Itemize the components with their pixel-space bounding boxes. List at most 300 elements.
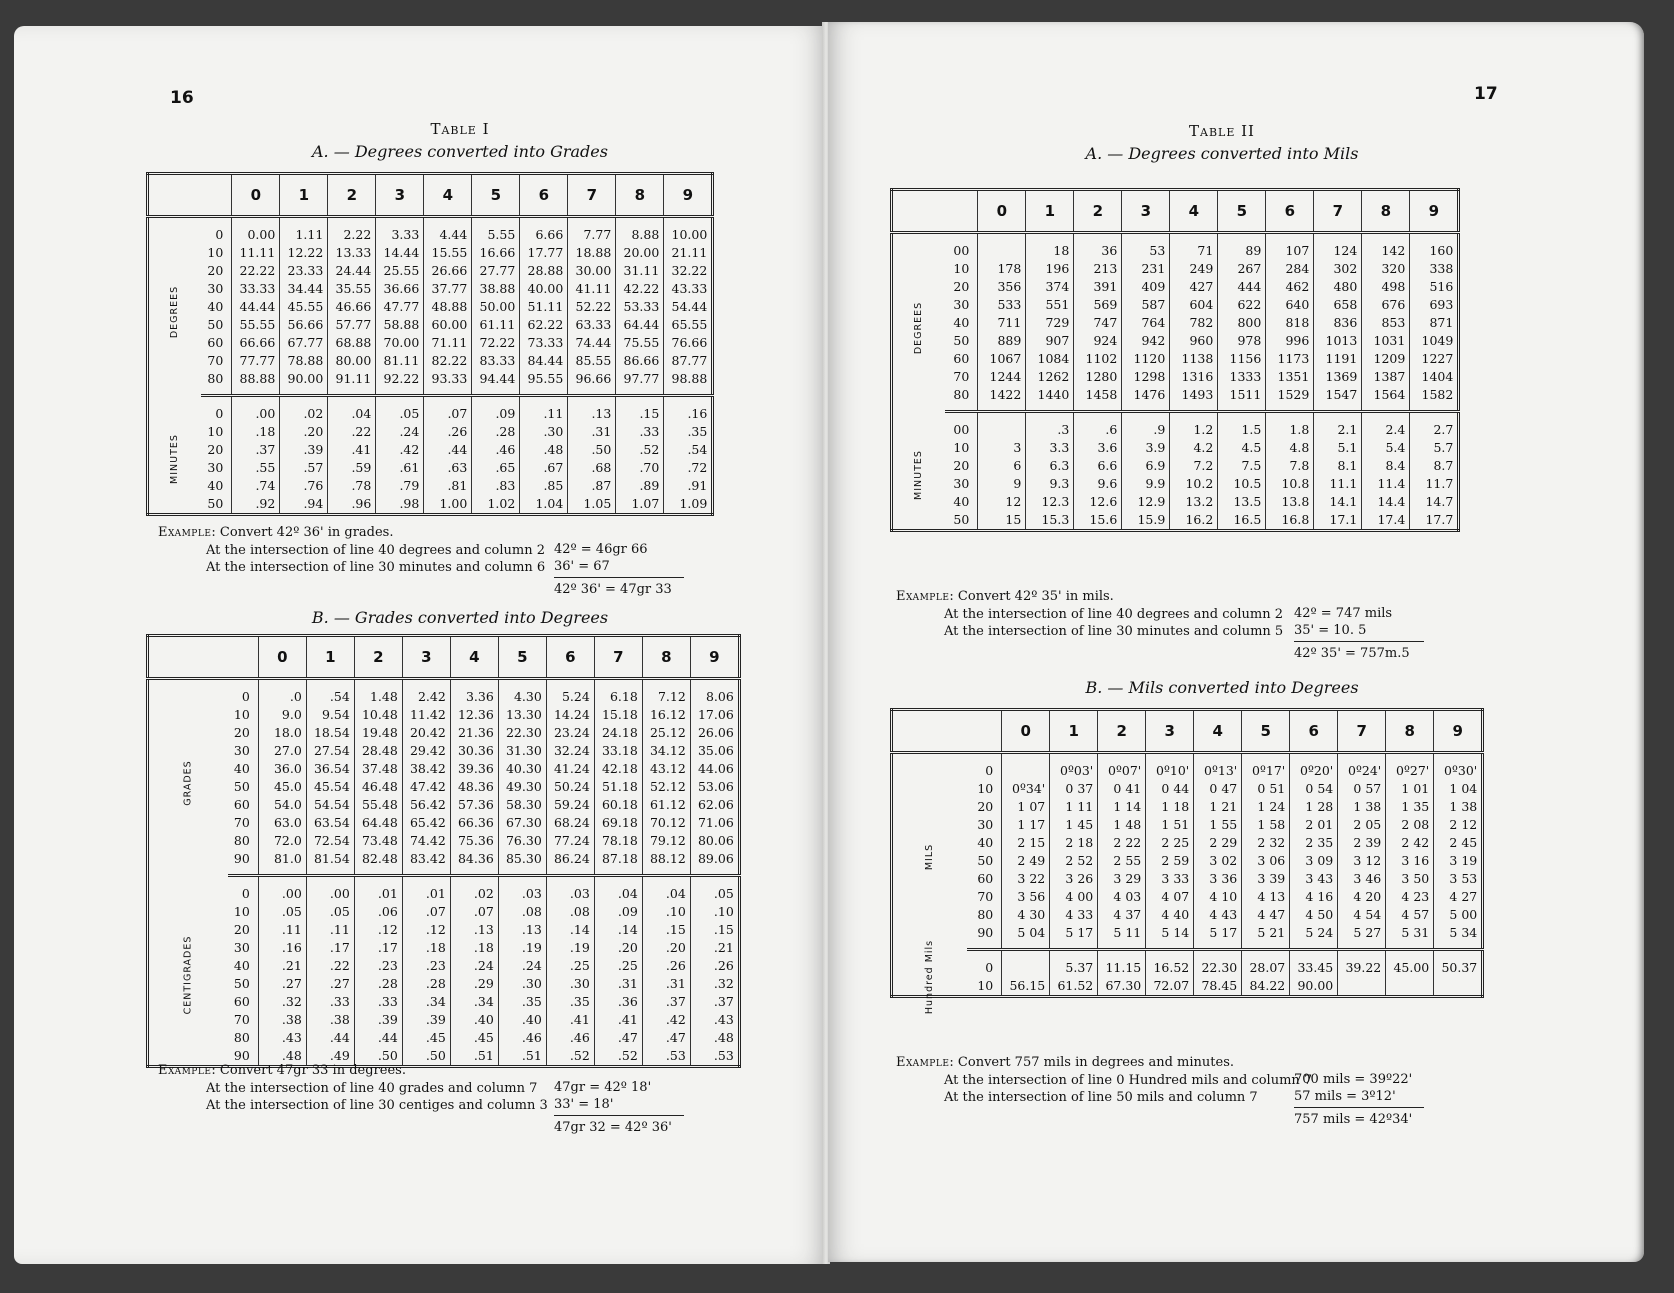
- table-row: [148, 477, 713, 495]
- table-cell: 2.22: [328, 217, 376, 245]
- table-cell: .24: [498, 957, 546, 975]
- column-header: 4: [424, 174, 472, 217]
- table-cell: 1191: [1314, 350, 1362, 368]
- table-cell: 1 45: [1050, 816, 1098, 834]
- table-cell: 50.24: [546, 778, 594, 796]
- table-cell: 11.11: [232, 244, 280, 262]
- table-cell: 16.12: [642, 706, 690, 724]
- example-result: 47gr = 42º 18': [554, 1080, 652, 1095]
- table-cell: 54.54: [306, 796, 354, 814]
- table-row: [892, 412, 1459, 440]
- table-cell: 4.30: [498, 679, 546, 707]
- table-cell: 533: [978, 296, 1026, 314]
- table-cell: 45.0: [258, 778, 306, 796]
- table-cell: 1156: [1218, 350, 1266, 368]
- table-cell: 17.1: [1314, 511, 1362, 531]
- column-header: 1: [1026, 190, 1074, 233]
- table-cell: 231: [1122, 260, 1170, 278]
- table-cell: 47.77: [376, 298, 424, 316]
- table-cell: 5 34: [1434, 924, 1483, 950]
- row-header: 40: [201, 477, 232, 495]
- table-cell: 7.12: [642, 679, 690, 707]
- table-cell: .33: [306, 993, 354, 1011]
- table-cell: 1 21: [1194, 798, 1242, 816]
- table-cell: .16: [664, 396, 713, 424]
- table-cell: 34.12: [642, 742, 690, 760]
- table-cell: 20.42: [402, 724, 450, 742]
- table-cell: 1 11: [1050, 798, 1098, 816]
- table-cell: [978, 233, 1026, 261]
- table-cell: 1 58: [1242, 816, 1290, 834]
- table-cell: .16: [258, 939, 306, 957]
- table-cell: 59.24: [546, 796, 594, 814]
- table-cell: 17.4: [1362, 511, 1410, 531]
- table-cell: [1338, 977, 1386, 997]
- table-cell: 1.00: [424, 495, 472, 515]
- table-cell: 81.54: [306, 850, 354, 876]
- table-cell: 1 55: [1194, 816, 1242, 834]
- table-cell: .54: [664, 441, 713, 459]
- table-cell: 9.0: [258, 706, 306, 724]
- table-row: [148, 217, 713, 245]
- table-cell: .74: [232, 477, 280, 495]
- table-cell: 72.54: [306, 832, 354, 850]
- table-row: [892, 457, 1459, 475]
- example-keyword: Example: [158, 525, 212, 540]
- table-cell: 28.07: [1242, 950, 1290, 978]
- table-cell: 4 43: [1194, 906, 1242, 924]
- example-line: At the intersection of line 40 degrees and column 2: [206, 543, 545, 558]
- table-cell: .18: [232, 423, 280, 441]
- row-header: 20: [945, 278, 978, 296]
- corner-cell: [892, 710, 1002, 753]
- table-cell: .00: [306, 876, 354, 904]
- table-cell: 69.18: [594, 814, 642, 832]
- table-row: [892, 852, 1483, 870]
- table-cell: 11.15: [1098, 950, 1146, 978]
- example-text: : Convert 42º 35' in mils.: [949, 589, 1114, 604]
- table-cell: 9.9: [1122, 475, 1170, 493]
- table-row: [892, 977, 1483, 997]
- example-keyword: Example: [896, 589, 950, 604]
- table-cell: 1 51: [1146, 816, 1194, 834]
- table-cell: 42.22: [616, 280, 664, 298]
- table-cell: 4 50: [1290, 906, 1338, 924]
- table-cell: 7.2: [1170, 457, 1218, 475]
- table-cell: 82.22: [424, 352, 472, 370]
- table-cell: .18: [402, 939, 450, 957]
- table-cell: 9.54: [306, 706, 354, 724]
- table-row: [892, 834, 1483, 852]
- table-cell: 71: [1170, 233, 1218, 261]
- table-cell: .07: [402, 903, 450, 921]
- example-result: 35' = 10. 5: [1294, 623, 1367, 638]
- table-cell: 57.36: [450, 796, 498, 814]
- row-header: 40: [228, 957, 259, 975]
- row-header: 0: [201, 396, 232, 424]
- table-cell: 85.30: [498, 850, 546, 876]
- table-cell: 50.00: [472, 298, 520, 316]
- row-header: 40: [201, 298, 232, 316]
- row-header: 60: [201, 334, 232, 352]
- table-cell: 45.55: [280, 298, 328, 316]
- table-cell: 52.12: [642, 778, 690, 796]
- table-cell: 81.0: [258, 850, 306, 876]
- table-cell: 3 19: [1434, 852, 1483, 870]
- table-cell: 93.33: [424, 370, 472, 396]
- column-header: 9: [690, 636, 739, 679]
- table-cell: 39.36: [450, 760, 498, 778]
- table-cell: 942: [1122, 332, 1170, 350]
- column-header: 3: [402, 636, 450, 679]
- table-cell: .05: [376, 396, 424, 424]
- table-cell: 36.54: [306, 760, 354, 778]
- table-cell: 18.88: [568, 244, 616, 262]
- table-cell: 23.24: [546, 724, 594, 742]
- table-cell: 764: [1122, 314, 1170, 332]
- table-cell: .54: [306, 679, 354, 707]
- table-cell: 54.44: [664, 298, 713, 316]
- section-label: [148, 876, 228, 1067]
- table-cell: 10.00: [664, 217, 713, 245]
- page-number: 17: [1474, 84, 1498, 104]
- table-cell: .05: [690, 876, 739, 904]
- table-cell: .02: [450, 876, 498, 904]
- table-cell: .07: [424, 396, 472, 424]
- table-cell: 40.30: [498, 760, 546, 778]
- table-cell: 4 13: [1242, 888, 1290, 906]
- table-cell: 356: [978, 278, 1026, 296]
- table-cell: .48: [520, 441, 568, 459]
- table-cell: 391: [1074, 278, 1122, 296]
- table-cell: 3 46: [1338, 870, 1386, 888]
- table-cell: 60.18: [594, 796, 642, 814]
- table-cell: 10.8: [1266, 475, 1314, 493]
- table-cell: .98: [376, 495, 424, 515]
- table-cell: .04: [328, 396, 376, 424]
- conversion-table: [146, 634, 741, 1068]
- example-total: 757 mils = 42º34': [1294, 1112, 1413, 1127]
- table-cell: .47: [594, 1029, 642, 1047]
- table-cell: 49.30: [498, 778, 546, 796]
- table-cell: 1.2: [1170, 412, 1218, 440]
- section-label-text: MINUTES: [169, 434, 181, 485]
- table-cell: 36.66: [376, 280, 424, 298]
- table-cell: 80.06: [690, 832, 739, 850]
- table-cell: .41: [594, 1011, 642, 1029]
- table-cell: 2 15: [1002, 834, 1050, 852]
- table-cell: 12.36: [450, 706, 498, 724]
- row-header: 20: [228, 921, 259, 939]
- table-cell: .35: [664, 423, 713, 441]
- table-cell: 18.54: [306, 724, 354, 742]
- table-cell: .51: [498, 1047, 546, 1067]
- table-cell: .09: [472, 396, 520, 424]
- table-cell: 76.66: [664, 334, 713, 352]
- table-cell: 2 12: [1434, 816, 1483, 834]
- table-cell: 0.00: [232, 217, 280, 245]
- table-cell: 213: [1074, 260, 1122, 278]
- table-row: [892, 386, 1459, 412]
- table-cell: 25.12: [642, 724, 690, 742]
- table-cell: 37.48: [354, 760, 402, 778]
- row-header: 90: [228, 850, 259, 876]
- table-cell: 30.00: [568, 262, 616, 280]
- table-cell: 16.52: [1146, 950, 1194, 978]
- table-cell: 782: [1170, 314, 1218, 332]
- column-header: 8: [642, 636, 690, 679]
- table-cell: 16.2: [1170, 511, 1218, 531]
- example-result: 36' = 67: [554, 559, 610, 574]
- row-header: 30: [967, 816, 1002, 834]
- table-cell: .55: [232, 459, 280, 477]
- table-cell: 43.33: [664, 280, 713, 298]
- table-cell: 2.7: [1410, 412, 1459, 440]
- table-cell: 58.30: [498, 796, 546, 814]
- table-cell: 6.6: [1074, 457, 1122, 475]
- example-result: 33' = 18': [554, 1097, 614, 1112]
- table-cell: 15.3: [1026, 511, 1074, 531]
- table-cell: 0 37: [1050, 780, 1098, 798]
- table-cell: 1529: [1266, 386, 1314, 412]
- table-cell: .20: [280, 423, 328, 441]
- table-cell: 46.66: [328, 298, 376, 316]
- table-cell: .32: [690, 975, 739, 993]
- table-cell: 68.24: [546, 814, 594, 832]
- table-cell: 16.8: [1266, 511, 1314, 531]
- table-cell: 5 17: [1194, 924, 1242, 950]
- table-cell: 87.77: [664, 352, 713, 370]
- table-cell: 9: [978, 475, 1026, 493]
- column-header: 3: [376, 174, 424, 217]
- example-line: At the intersection of line 30 centiges and column 3: [206, 1098, 548, 1113]
- section-label-text: MINUTES: [913, 450, 925, 501]
- table-cell: 51.11: [520, 298, 568, 316]
- section-label-text: MILS: [924, 843, 936, 870]
- column-header: 1: [1050, 710, 1098, 753]
- example-result: 57 mils = 3º12': [1294, 1089, 1396, 1104]
- table-cell: 5 27: [1338, 924, 1386, 950]
- table-cell: 302: [1314, 260, 1362, 278]
- table-cell: 0º17': [1242, 753, 1290, 781]
- table-row: [148, 352, 713, 370]
- table-cell: 84.22: [1242, 977, 1290, 997]
- table-cell: 56.42: [402, 796, 450, 814]
- table-cell: .91: [664, 477, 713, 495]
- table-cell: .38: [306, 1011, 354, 1029]
- table-cell: 3 33: [1146, 870, 1194, 888]
- table-cell: 72.0: [258, 832, 306, 850]
- right-page: [828, 22, 1644, 1262]
- table-cell: 18: [1026, 233, 1074, 261]
- table-cell: 1 24: [1242, 798, 1290, 816]
- table-row: [148, 459, 713, 477]
- column-header: 5: [498, 636, 546, 679]
- table-cell: 0º13': [1194, 753, 1242, 781]
- row-header: 20: [967, 798, 1002, 816]
- table-cell: 160: [1410, 233, 1459, 261]
- table-cell: .85: [520, 477, 568, 495]
- table-cell: .30: [520, 423, 568, 441]
- table-cell: 84.36: [450, 850, 498, 876]
- table-cell: 3.9: [1122, 439, 1170, 457]
- corner-cell: [148, 174, 232, 217]
- table-cell: 1387: [1362, 368, 1410, 386]
- table-cell: 90.00: [280, 370, 328, 396]
- table-cell: 1 18: [1146, 798, 1194, 816]
- table-row: [148, 742, 740, 760]
- table-cell: 38.42: [402, 760, 450, 778]
- table-cell: 1049: [1410, 332, 1459, 350]
- table-cell: 1316: [1170, 368, 1218, 386]
- table-cell: 20.00: [616, 244, 664, 262]
- table-cell: 97.77: [616, 370, 664, 396]
- table-cell: 1 17: [1002, 816, 1050, 834]
- table-cell: 65.42: [402, 814, 450, 832]
- table-cell: 4 10: [1194, 888, 1242, 906]
- table-cell: 12.3: [1026, 493, 1074, 511]
- example-text: : Convert 47gr 33 in degrees.: [211, 1063, 406, 1078]
- example-heading: [158, 1062, 406, 1079]
- column-header: 2: [1074, 190, 1122, 233]
- table-cell: 2 55: [1098, 852, 1146, 870]
- table-cell: 1084: [1026, 350, 1074, 368]
- table-cell: 978: [1218, 332, 1266, 350]
- table-cell: 3 06: [1242, 852, 1290, 870]
- row-header: 70: [201, 352, 232, 370]
- table-cell: .35: [498, 993, 546, 1011]
- example-text: : Convert 42º 36' in grades.: [211, 525, 394, 540]
- table-cell: .15: [616, 396, 664, 424]
- table-row: [892, 950, 1483, 978]
- table-cell: 1440: [1026, 386, 1074, 412]
- table-cell: 1582: [1410, 386, 1459, 412]
- table-cell: .29: [450, 975, 498, 993]
- table-cell: 67.30: [1098, 977, 1146, 997]
- table-cell: 5.1: [1314, 439, 1362, 457]
- table-cell: 21.36: [450, 724, 498, 742]
- table-cell: 26.66: [424, 262, 472, 280]
- table-cell: 249: [1170, 260, 1218, 278]
- example-total: 42º 36' = 47gr 33: [554, 582, 672, 597]
- table-cell: 29.42: [402, 742, 450, 760]
- table-cell: 338: [1410, 260, 1459, 278]
- row-header: 30: [201, 459, 232, 477]
- table-cell: 1120: [1122, 350, 1170, 368]
- table-cell: 3 02: [1194, 852, 1242, 870]
- table-cell: .46: [498, 1029, 546, 1047]
- table-row: [892, 278, 1459, 296]
- table-cell: 4 57: [1386, 906, 1434, 924]
- example-keyword: Example: [896, 1055, 950, 1070]
- table-cell: 14.7: [1410, 493, 1459, 511]
- table-cell: 19.48: [354, 724, 402, 742]
- table-cell: 0 41: [1098, 780, 1146, 798]
- row-header: 0: [201, 217, 232, 245]
- column-header: 7: [568, 174, 616, 217]
- table-row: [148, 706, 740, 724]
- table-cell: 587: [1122, 296, 1170, 314]
- table-cell: .05: [258, 903, 306, 921]
- table-cell: .12: [402, 921, 450, 939]
- table-cell: 107: [1266, 233, 1314, 261]
- table-cell: .3: [1026, 412, 1074, 440]
- table-row: [892, 906, 1483, 924]
- table-cell: .20: [594, 939, 642, 957]
- table-cell: 33.45: [1290, 950, 1338, 978]
- table-cell: .25: [546, 957, 594, 975]
- table-cell: 5.37: [1050, 950, 1098, 978]
- row-header: 10: [945, 439, 978, 457]
- table-cell: .35: [546, 993, 594, 1011]
- table-cell: 3 36: [1194, 870, 1242, 888]
- table-cell: 1 14: [1098, 798, 1146, 816]
- section-label: [148, 217, 202, 396]
- table-cell: .47: [642, 1029, 690, 1047]
- table-row: [892, 924, 1483, 950]
- row-header: 10: [967, 977, 1002, 997]
- table-cell: 15.18: [594, 706, 642, 724]
- column-header: 2: [328, 174, 376, 217]
- table-cell: 2 52: [1050, 852, 1098, 870]
- conversion-table: [146, 172, 714, 516]
- table-cell: 1209: [1362, 350, 1410, 368]
- table-cell: 15.6: [1074, 511, 1122, 531]
- column-header: 4: [1194, 710, 1242, 753]
- table-cell: 41.24: [546, 760, 594, 778]
- column-header: 1: [306, 636, 354, 679]
- row-header: 10: [228, 706, 259, 724]
- table-cell: .31: [568, 423, 616, 441]
- table-cell: 0 44: [1146, 780, 1194, 798]
- table-cell: 2 32: [1242, 834, 1290, 852]
- column-header: 9: [1410, 190, 1459, 233]
- table-row: [148, 832, 740, 850]
- table-cell: 1067: [978, 350, 1026, 368]
- table-cell: 1244: [978, 368, 1026, 386]
- table-cell: .11: [520, 396, 568, 424]
- table-cell: 45.54: [306, 778, 354, 796]
- table-cell: 4 16: [1290, 888, 1338, 906]
- table-cell: 56.66: [280, 316, 328, 334]
- table-cell: 1.04: [520, 495, 568, 515]
- column-header: 6: [1290, 710, 1338, 753]
- table-subtitle: B. — Mils converted into Degrees: [1085, 678, 1359, 697]
- table-cell: 462: [1266, 278, 1314, 296]
- section-label: [892, 412, 946, 531]
- table-cell: 800: [1218, 314, 1266, 332]
- table-cell: 8.06: [690, 679, 739, 707]
- table-row: [892, 296, 1459, 314]
- corner-cell: [892, 190, 978, 233]
- table-cell: 95.55: [520, 370, 568, 396]
- row-header: 50: [228, 778, 259, 796]
- table-cell: .11: [258, 921, 306, 939]
- table-cell: .24: [376, 423, 424, 441]
- table-cell: 5.55: [472, 217, 520, 245]
- table-cell: 551: [1026, 296, 1074, 314]
- table-cell: 0º30': [1434, 753, 1483, 781]
- table-cell: 8.4: [1362, 457, 1410, 475]
- table-cell: 4.2: [1170, 439, 1218, 457]
- row-header: 30: [201, 280, 232, 298]
- column-header: 2: [354, 636, 402, 679]
- table-cell: 67.30: [498, 814, 546, 832]
- table-cell: 33.33: [232, 280, 280, 298]
- table-cell: .15: [642, 921, 690, 939]
- table-cell: 2 42: [1386, 834, 1434, 852]
- table-cell: 3 26: [1050, 870, 1098, 888]
